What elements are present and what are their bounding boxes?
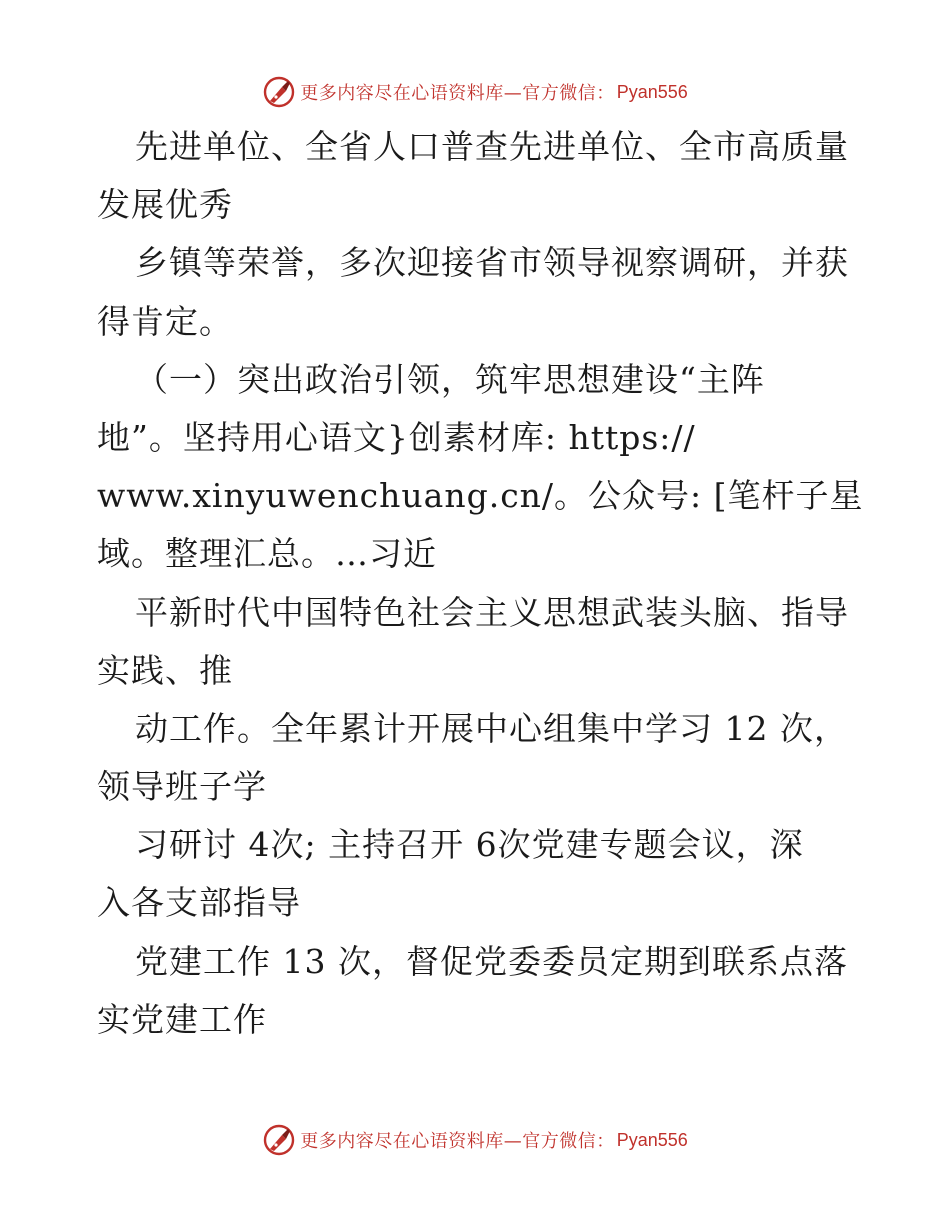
pen-nib-logo-icon xyxy=(262,1123,296,1157)
text-line: 得肯定。 xyxy=(97,301,233,341)
text-line: www.xinyuwenchuang.cn/。公众号: [笔杆子星 xyxy=(97,476,864,516)
text-line: 动工作。全年累计开展中心组集中学习 12 次， xyxy=(135,708,848,748)
banner-wechat-id: Pyan556 xyxy=(616,81,688,102)
text-line: 地”。坚持用心语文}创素材库: https:// xyxy=(97,417,696,457)
text-line: 领导班子学 xyxy=(97,767,267,807)
banner-text: 更多内容尽在心语资料库—官方微信： xyxy=(300,83,615,104)
text-line: 实践、推 xyxy=(97,650,233,690)
text-line: （一）突出政治引领，筑牢思想建设“主阵 xyxy=(135,359,765,399)
pen-nib-logo-icon xyxy=(262,75,296,109)
text-line: 入各支部指导 xyxy=(97,883,301,923)
text-line: 实党建工作 xyxy=(97,999,267,1039)
text-line: 党建工作 13 次，督促党委委员定期到联系点落 xyxy=(135,941,848,981)
text-line: 先进单位、全省人口普查先进单位、全市高质量 xyxy=(135,127,849,166)
header-banner xyxy=(0,72,950,112)
footer-banner xyxy=(0,1120,950,1160)
text-line: 域。整理汇总。…习近 xyxy=(97,534,437,574)
document-body xyxy=(97,118,864,1049)
text-line: 乡镇等荣誉，多次迎接省市领导视察调研，并获 xyxy=(135,243,849,283)
banner-text: 更多内容尽在心语资料库—官方微信： xyxy=(300,1131,615,1152)
banner-wechat-id: Pyan556 xyxy=(616,1129,688,1150)
text-line: 发展优秀 xyxy=(97,185,233,225)
text-line: 习研讨 4次; 主持召开 6次党建专题会议，深 xyxy=(135,825,804,865)
text-line: 平新时代中国特色社会主义思想武装头脑、指导 xyxy=(135,592,849,632)
